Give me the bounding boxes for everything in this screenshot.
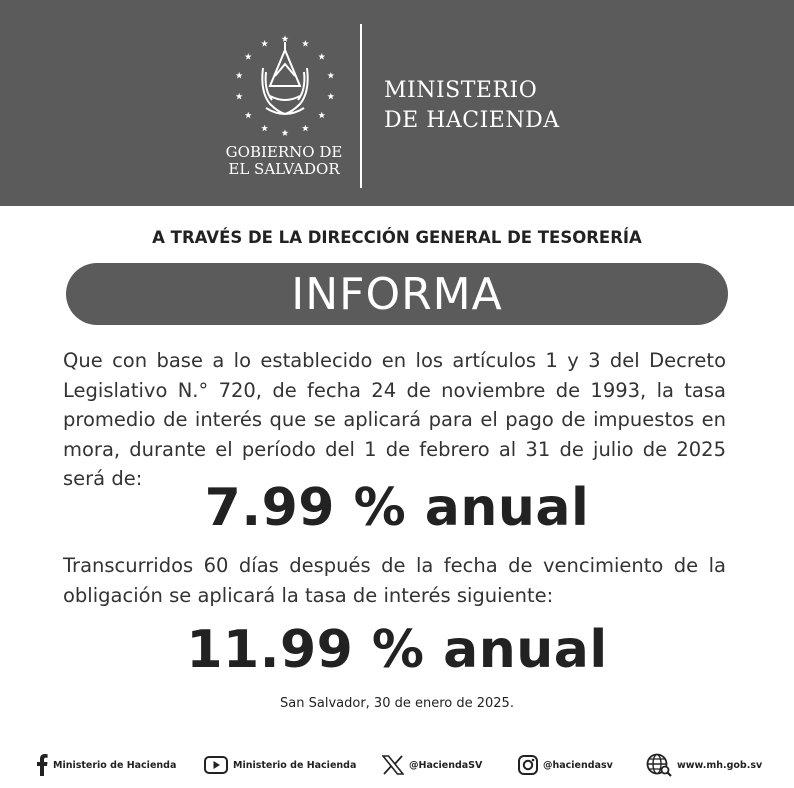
star-icon [261,40,268,47]
star-icon [302,125,309,132]
star-icon [282,35,289,42]
social-footer [30,752,770,778]
notice-paragraph-1: Que con base a lo establecido en los artículos 1 y 3 del Decreto Legislativo N.° 720, de fecha 24 de noviembre de 1993, la tasa promedio de interés que se aplicará para el pago de impuestos en mora, durante el período del 1 de febrero al 31 de julio de 2025 será de: [63,349,726,490]
informa-title: INFORMA [291,268,503,320]
facebook-link[interactable] [36,752,176,778]
interest-rate-2: 11.99 % anual [186,620,608,680]
government-line-2: EL SALVADOR [228,160,340,178]
instagram-link[interactable] [518,752,613,778]
ministry-name [384,76,560,136]
star-icon [302,40,309,47]
star-icon [245,112,252,119]
x-label: @HaciendaSV [409,759,483,771]
interest-rate-1: 7.99 % anual [204,478,590,538]
star-icon [245,53,252,60]
facebook-label: Ministerio de Hacienda [53,759,177,771]
direccion-heading: A TRAVÉS DE LA DIRECCIÓN GENERAL DE TESORERÍA [152,228,642,247]
star-icon [318,53,325,60]
star-icon [236,72,243,79]
ministry-line-2: DE HACIENDA [384,108,560,133]
x-icon [382,755,404,775]
notice-paragraph-2: Transcurridos 60 días después de la fecha de vencimiento de la obligación se aplicará la tasa de interés siguiente: [63,554,726,607]
website-label: www.mh.gob.sv [677,759,763,771]
government-name [214,144,354,178]
star-icon [327,72,334,79]
instagram-icon [518,755,538,775]
ministry-line-1: MINISTERIO [384,78,538,103]
youtube-icon [204,756,228,774]
star-icon [327,93,334,100]
notice-date: San Salvador, 30 de enero de 2025. [280,696,514,711]
globe-icon [646,753,672,777]
government-line-1: GOBIERNO DE [225,143,343,161]
youtube-link[interactable] [204,752,356,778]
star-icon [282,129,289,136]
coat-of-arms-icon [226,30,344,140]
x-link[interactable] [382,752,482,778]
header-divider [360,24,362,188]
informa-banner [66,263,728,325]
star-icon [261,125,268,132]
facebook-icon [36,754,48,776]
youtube-label: Ministerio de Hacienda [233,759,357,771]
website-link[interactable] [646,752,762,778]
star-icon [236,93,243,100]
star-icon [318,112,325,119]
header-band [0,0,794,206]
instagram-label: @haciendasv [543,759,613,771]
